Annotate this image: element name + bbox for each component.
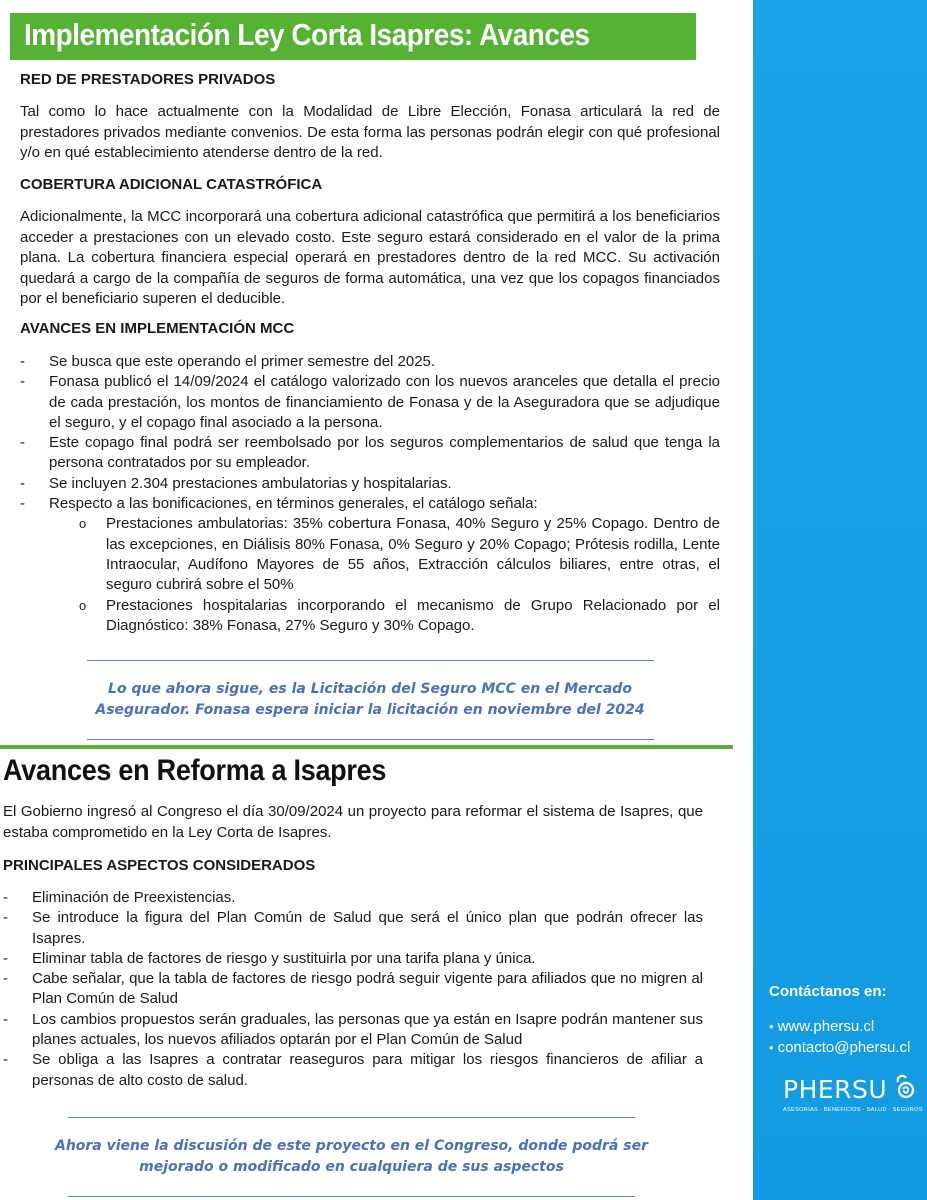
list-item: - Respecto a las bonificaciones, en términos generales, el catálogo señala: o Prestaciones ambulatorias: 35% cobertura Fonasa, 40% Seguro y 25% Copago. Dentro de las excepciones, en Diálisis 80% Fonasa, 0% Seguro y 20% Copago; Prótesis rodilla, Lente Intraocular, Audífono Mayores de 55 años, Extracción cálculos biliares, entre otras, el seguro cubrirá sobre el 50% o Prestaciones hospitalarias incorporando el mecanismo de Grupo Relacionado por el Diagnóstico: 38% Fonasa, 27% Seguro y 30% Copago. <box>20 494 720 636</box>
list-item: - Los cambios propuestos serán graduales, las personas que ya están en Isapre podrán mantener sus planes actuales, los nuevos afiliados optarán por el Plan Común de Salud <box>3 1010 703 1049</box>
list-item: - Eliminar tabla de factores de riesgo y sustituirla por una tarifa plana y única. <box>3 949 536 967</box>
callout-congreso <box>0 1136 703 1177</box>
reform-title: Avances en Reforma a Isapres <box>3 754 387 787</box>
brand-mark-icon <box>894 1074 916 1105</box>
callout-top-rule <box>87 660 654 661</box>
section-divider <box>0 745 733 749</box>
callout-top-rule <box>68 1117 635 1118</box>
list-item: - Este copago final podrá ser reembolsado por los seguros complementarios de salud que tenga la persona contratados por su empleador. <box>20 434 720 472</box>
list-item: - Se obliga a las Isapres a contratar reaseguros para mitigar los riesgos financieros de afiliar a personas de alto costo de salud. <box>3 1051 703 1089</box>
list-item: - Eliminación de Preexistencias. <box>3 889 236 906</box>
list-item: - Se busca que este operando el primer semestre del 2025. <box>20 353 436 370</box>
section-paragraph-cobertura: Adicionalmente, la MCC incorporará una cobertura adicional catastrófica que permitirá a los beneficiarios acceder a prestaciones con un elevado costo. Este seguro estará considerado en el valor de la prima plana. La cobertura financiera especial operará en prestadores dentro de la red MCC. Su activación quedará a cargo de la compañía de seguros de forma automática, una vez que los copagos financiados por el beneficiario superen el deducible. <box>20 208 720 307</box>
aspectos-list <box>3 888 703 1091</box>
contact-list <box>769 1016 910 1058</box>
section-heading-aspectos: PRINCIPALES ASPECTOS CONSIDERADOS <box>3 857 316 874</box>
phersu-logo <box>783 1074 923 1113</box>
brand-name: PHERSU <box>783 1075 888 1104</box>
email-link[interactable]: • contacto@phersu.cl <box>769 1037 910 1058</box>
callout-line: mejorado o modificado en cualquiera de sus aspectos <box>139 1158 564 1175</box>
callout-licitacion <box>20 679 720 720</box>
section-heading-cobertura: COBERTURA ADICIONAL CATASTRÓFICA <box>20 176 323 193</box>
bonificaciones-sublist <box>49 514 720 636</box>
sub-list-item: o Prestaciones hospitalarias incorporando el mecanismo de Grupo Relacionado por el Diagnóstico: 38% Fonasa, 27% Seguro y 30% Copago. <box>79 596 720 634</box>
website-link[interactable]: • www.phersu.cl <box>769 1016 910 1037</box>
sub-list-item: o Prestaciones ambulatorias: 35% cobertura Fonasa, 40% Seguro y 25% Copago. Dentro de las excepciones, en Diálisis 80% Fonasa, 0% Seguro y 20% Copago; Prótesis rodilla, Lente Intraocular, Audífono Mayores de 55 años, Extracción cálculos biliares, entre otras, el seguro cubrirá sobre el 50% <box>79 515 720 594</box>
callout-line: Ahora viene la discusión de este proyecto en el Congreso, donde podrá ser <box>54 1138 648 1154</box>
section-heading-avances-mcc: AVANCES EN IMPLEMENTACIÓN MCC <box>20 320 295 337</box>
callout-bottom-rule <box>87 739 654 740</box>
list-item: - Cabe señalar, que la tabla de factores de riesgo podrá seguir vigente para afiliados que no migren al Plan Común de Salud <box>3 970 703 1008</box>
contact-title: Contáctanos en: <box>769 983 887 1000</box>
avances-mcc-list <box>20 352 720 636</box>
callout-line: Lo que ahora sigue, es la Licitación del Seguro MCC en el Mercado <box>108 681 632 697</box>
list-item: - Se incluyen 2.304 prestaciones ambulatorias y hospitalarias. <box>20 474 452 492</box>
contact-sidebar <box>753 0 927 1200</box>
list-item: - Fonasa publicó el 14/09/2024 el catálogo valorizado con los nuevos aranceles que detalla el precio de cada prestación, los montos de financiamiento de Fonasa y de la Aseguradora que se adjudique el seguro, y el copago final asociado a la persona. <box>20 373 720 431</box>
list-item: - Se introduce la figura del Plan Común de Salud que será el único plan que podrán ofrecer las Isapres. <box>3 909 703 947</box>
callout-line: Asegurador. Fonasa espera iniciar la licitación en noviembre del 2024 <box>95 701 645 718</box>
brand-tagline: ASESORÍAS · BENEFICIOS · SALUD · SEGUROS <box>783 1107 923 1113</box>
section-paragraph-red-prestadores: Tal como lo hace actualmente con la Modalidad de Libre Elección, Fonasa articulará la red de prestadores privados mediante convenios. De esta forma las personas podrán elegir con qué profesional y/o en qué establecimiento atenderse dentro de la red. <box>20 103 720 161</box>
section-heading-red-prestadores: RED DE PRESTADORES PRIVADOS <box>20 71 276 88</box>
callout-bottom-rule <box>68 1196 635 1197</box>
title-banner <box>10 13 696 60</box>
page-title: Implementación Ley Corta Isapres: Avances <box>24 17 590 52</box>
reform-intro: El Gobierno ingresó al Congreso el día 30/09/2024 un proyecto para reformar el sistema de Isapres, que estaba comprometido en la Ley Corta de Isapres. <box>3 803 703 841</box>
